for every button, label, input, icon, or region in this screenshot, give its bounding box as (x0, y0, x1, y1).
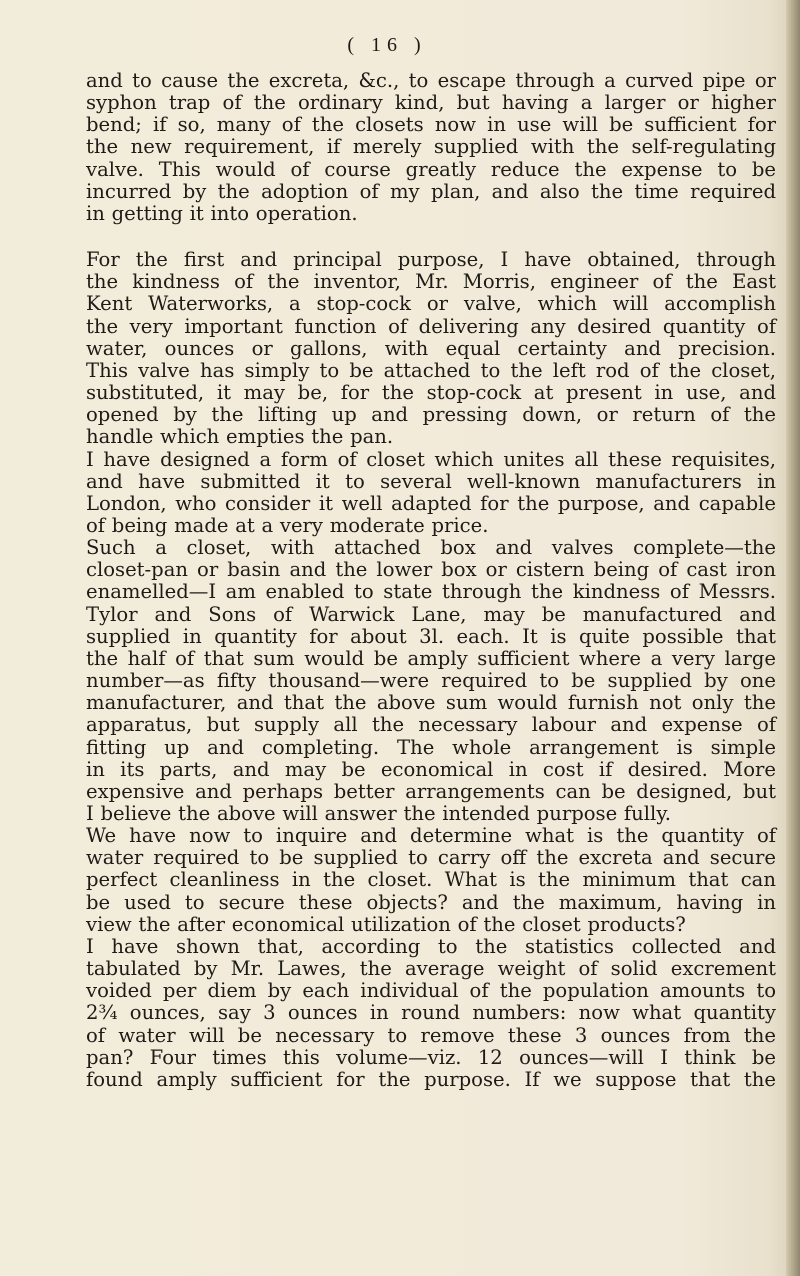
text-line: the half of that sum would be amply sufficient where a very large (86, 646, 776, 670)
text-line: water required to be supplied to carry off the excreta and secure (86, 846, 776, 870)
text-line: incurred by the adoption of my plan, and also the time required (86, 179, 776, 203)
text-line: For the first and principal purpose, I have obtained, through (86, 248, 776, 272)
page-gutter-edge (786, 0, 800, 1276)
text-line: voided per diem by each individual of the population amounts to (86, 979, 776, 1003)
text-line: tabulated by Mr. Lawes, the average weight of solid excrement (86, 957, 776, 981)
text-line: substituted, it may be, for the stop-cock at present in use, and (86, 381, 776, 405)
text-line: the very important function of delivering any desired quantity of (86, 314, 776, 338)
text-line: in its parts, and may be economical in cost if desired. More (86, 757, 776, 781)
text-line: Tylor and Sons of Warwick Lane, may be manufactured and (86, 602, 776, 626)
text-line: the new requirement, if merely supplied with the self-regulating (86, 135, 776, 159)
page-number: ( 16 ) (347, 34, 427, 56)
text-line: water, ounces or gallons, with equal certainty and precision. (86, 336, 776, 360)
paragraph-5 (86, 825, 776, 936)
text-line: number—as fifty thousand—were required to be supplied by one (86, 669, 776, 693)
text-line: pan? Four times this volume—viz. 12 ounces—will I think be (86, 1045, 776, 1069)
text-line: fitting up and completing. The whole arrangement is simple (86, 735, 776, 759)
text-line: closet-pan or basin and the lower box or cistern being of cast iron (86, 558, 776, 582)
paragraph-3 (86, 449, 776, 538)
text-line: and to cause the excreta, &c., to escape through a curved pipe or (86, 69, 776, 92)
text-line: apparatus, but supply all the necessary labour and expense of (86, 713, 776, 737)
text-line: 2¾ ounces, say 3 ounces in round numbers: now what quantity (86, 1001, 776, 1025)
text-line: We have now to inquire and determine what is the quantity of (86, 824, 776, 848)
text-line: opened by the lifting up and pressing down, or return of the (86, 403, 776, 427)
text-line: and have submitted it to several well-known manufacturers in (86, 469, 776, 493)
text-line: view the after economical utilization of the closet products? (86, 912, 686, 936)
text-line: in getting it into operation. (86, 201, 358, 225)
text-line: valve. This would of course greatly reduce the expense to be (86, 157, 776, 181)
text-line: manufacturer, and that the above sum would furnish not only the (86, 691, 776, 715)
paragraph-4 (86, 537, 776, 825)
text-line: I have designed a form of closet which unites all these requisites, (86, 447, 776, 471)
paragraph-2 (86, 249, 776, 448)
text-line: I believe the above will answer the intended purpose fully. (86, 802, 672, 825)
text-line: bend; if so, many of the closets now in use will be sufficient for (86, 113, 776, 137)
text-line: of water will be necessary to remove these 3 ounces from the (86, 1023, 776, 1047)
text-line: London, who consider it well adapted for the purpose, and capable (86, 491, 776, 515)
text-line: expensive and perhaps better arrangements can be designed, but (86, 779, 776, 803)
text-line: perfect cleanliness in the closet. What is the minimum that can (86, 868, 776, 892)
text-line: Kent Waterworks, a stop-cock or valve, which will accomplish (86, 292, 776, 316)
text-line: Such a closet, with attached box and valves complete—the (86, 536, 776, 560)
text-line: supplied in quantity for about 3l. each. It is quite possible that (86, 624, 776, 648)
body-text (86, 70, 776, 1091)
text-line: of being made at a very moderate price. (86, 513, 489, 537)
text-line: This valve has simply to be attached to the left rod of the closet, (86, 358, 776, 382)
text-line: found amply sufficient for the purpose. If we suppose that the (86, 1067, 776, 1091)
paragraph-1 (86, 70, 776, 225)
paragraph-6 (86, 936, 776, 1091)
text-line: syphon trap of the ordinary kind, but having a larger or higher (86, 91, 776, 115)
text-line: be used to secure these objects? and the maximum, having in (86, 890, 776, 914)
text-line: the kindness of the inventor, Mr. Morris, engineer of the East (86, 270, 776, 294)
text-line: I have shown that, according to the statistics collected and (86, 934, 776, 958)
text-line: handle which empties the pan. (86, 425, 394, 449)
text-line: enamelled—I am enabled to state through the kindness of Messrs. (86, 580, 776, 604)
